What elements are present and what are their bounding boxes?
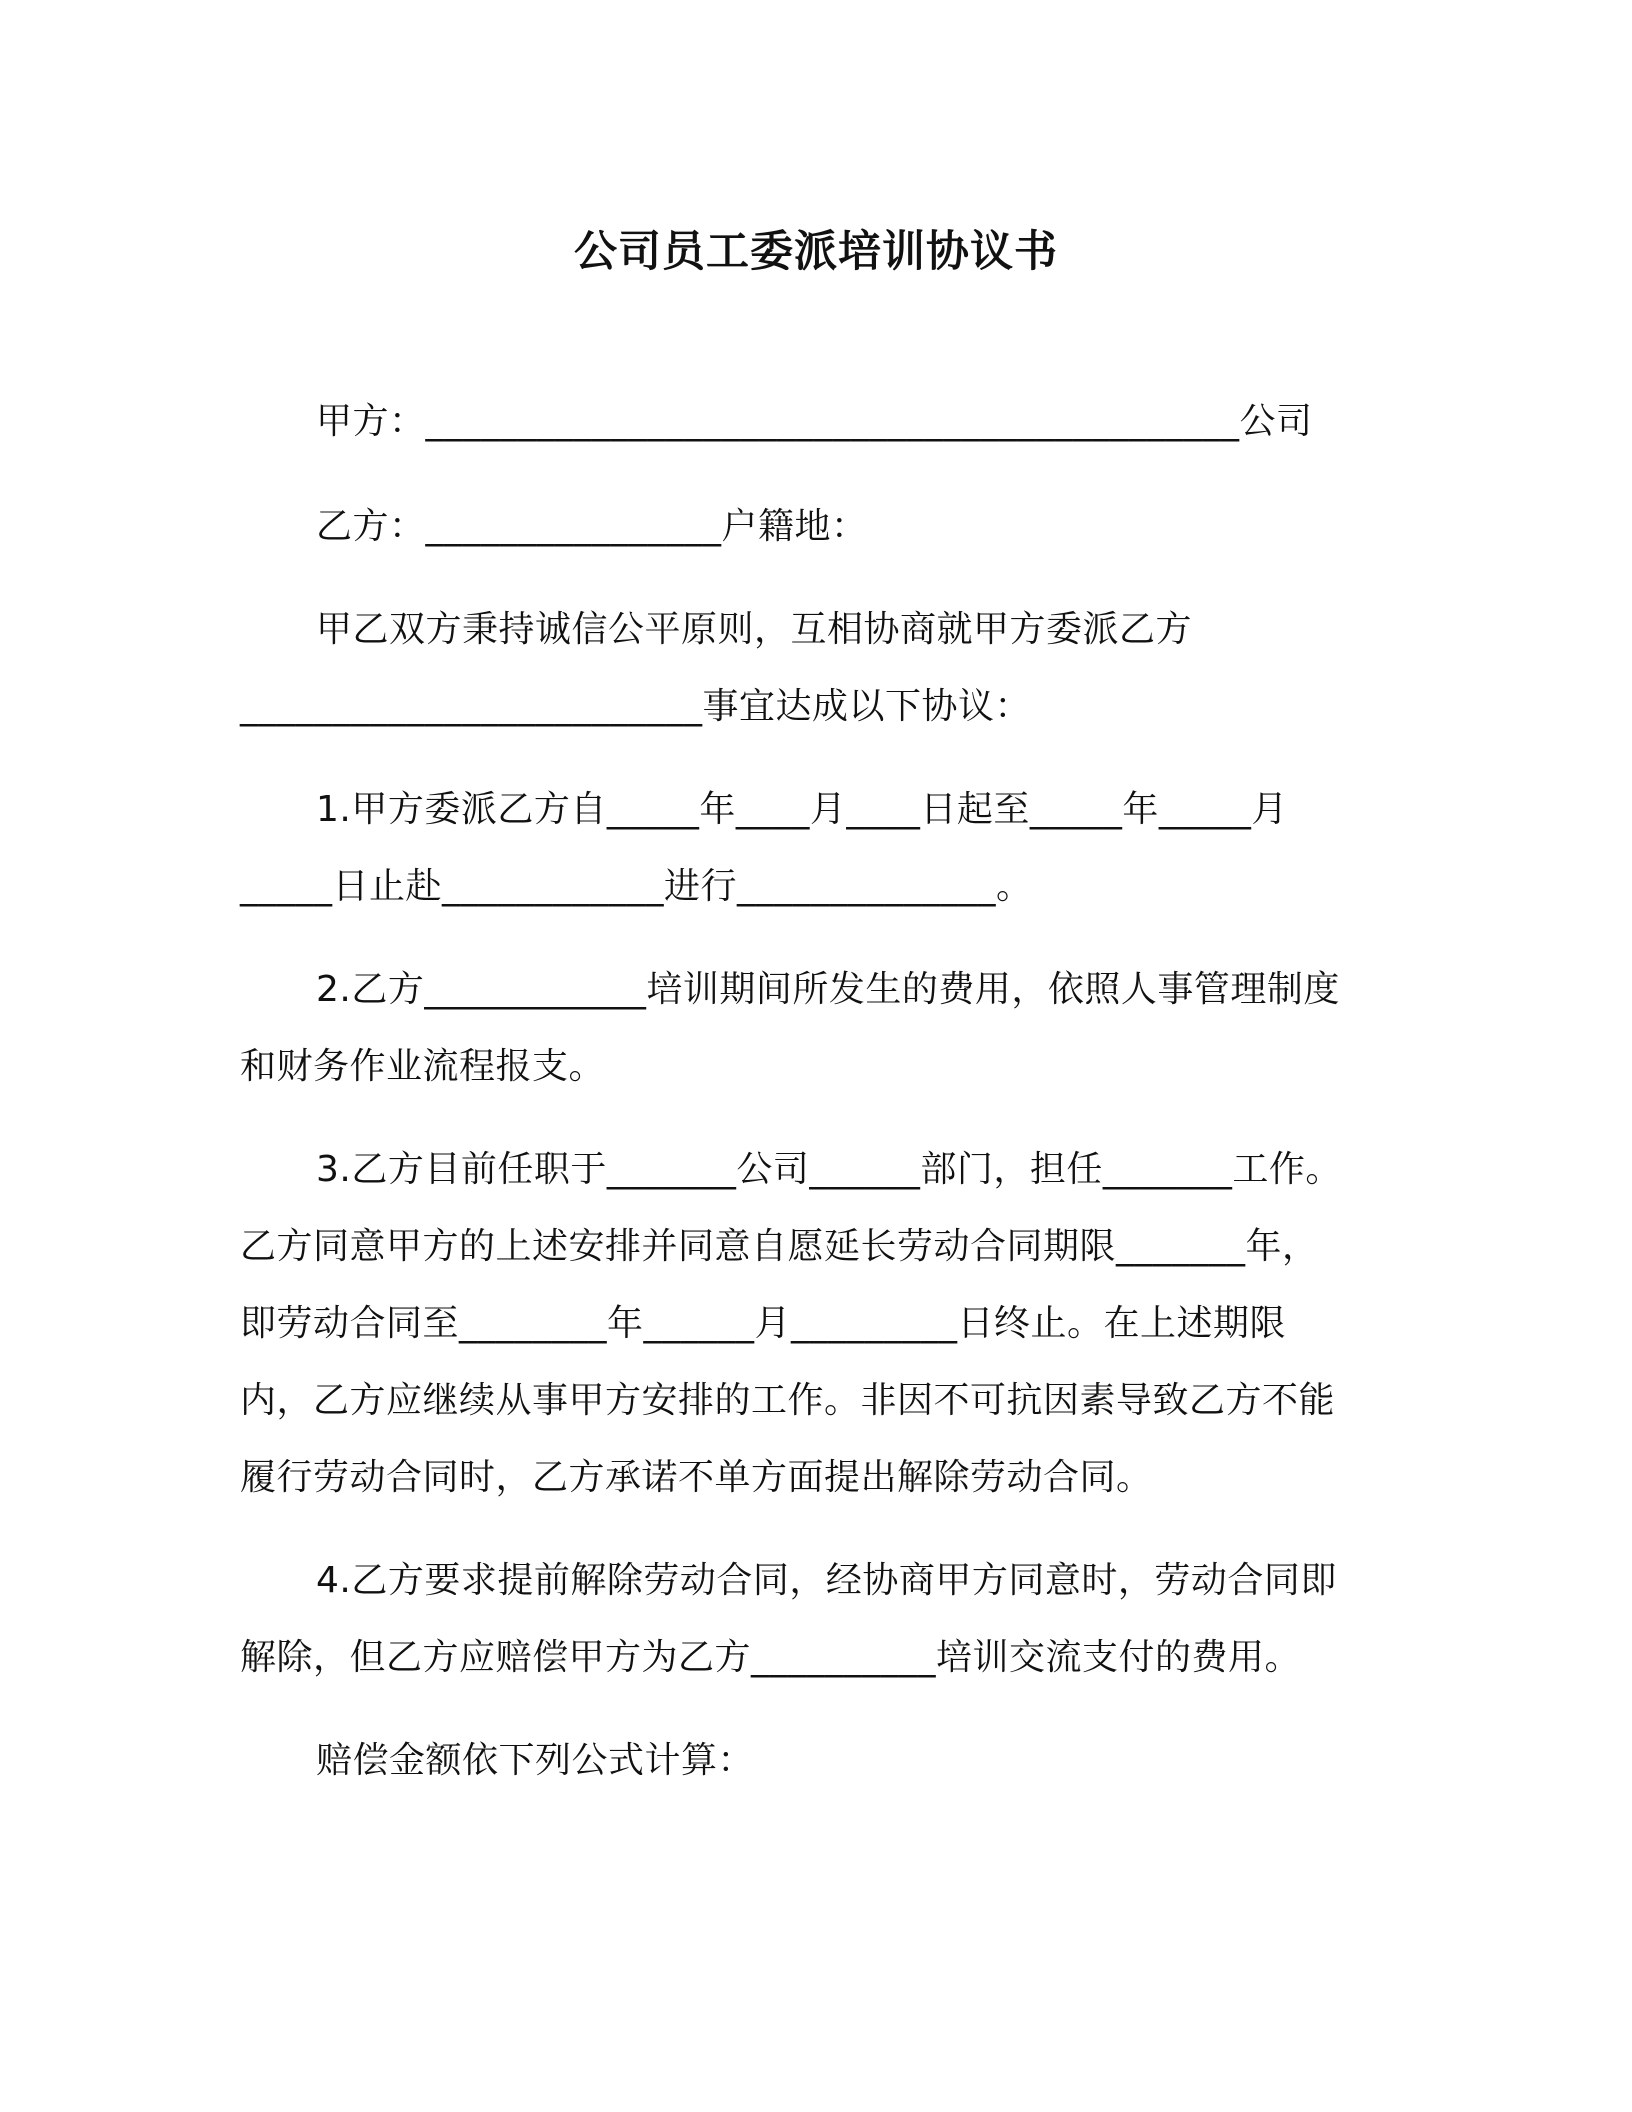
- preamble-line-2: _________________________事宜达成以下协议：: [240, 686, 1032, 727]
- clause-3-line-2: 乙方同意甲方的上述安排并同意自愿延长劳动合同期限_______年，: [240, 1226, 1319, 1267]
- clause-3-line-3: 即劳动合同至________年______月_________日终止。在上述期限: [240, 1303, 1287, 1344]
- clause-4-line-2: 解除，但乙方应赔偿甲方为乙方__________培训交流支付的费用。: [240, 1637, 1302, 1678]
- clause-2-line-2: 和财务作业流程报支。: [240, 1046, 606, 1087]
- clause-1-line-1: 1.甲方委派乙方自_____年____月____日起至_____年_____月: [316, 789, 1288, 830]
- document-title: 公司员工委派培训协议书: [574, 227, 1058, 277]
- preamble-line-1: 甲乙双方秉持诚信公平原则，互相协商就甲方委派乙方: [316, 609, 1193, 650]
- clause-2-line-1: 2.乙方____________培训期间所发生的费用，依照人事管理制度: [316, 969, 1340, 1010]
- clause-3-line-1: 3.乙方目前任职于_______公司______部门，担任_______工作。: [316, 1149, 1342, 1190]
- clause-4-line-1: 4.乙方要求提前解除劳动合同，经协商甲方同意时，劳动合同即: [316, 1560, 1337, 1601]
- clause-1-line-2: _____日止赴____________进行______________。: [240, 866, 1033, 907]
- party-b-line: 乙方：________________户籍地：: [316, 506, 868, 547]
- clause-3-line-4: 内，乙方应继续从事甲方安排的工作。非因不可抗因素导致乙方不能: [240, 1380, 1336, 1421]
- party-a-line: 甲方：____________________________________________公司: [316, 401, 1313, 442]
- clause-3-line-5: 履行劳动合同时，乙方承诺不单方面提出解除劳动合同。: [240, 1457, 1153, 1498]
- formula-intro: 赔偿金额依下列公式计算：: [316, 1740, 755, 1781]
